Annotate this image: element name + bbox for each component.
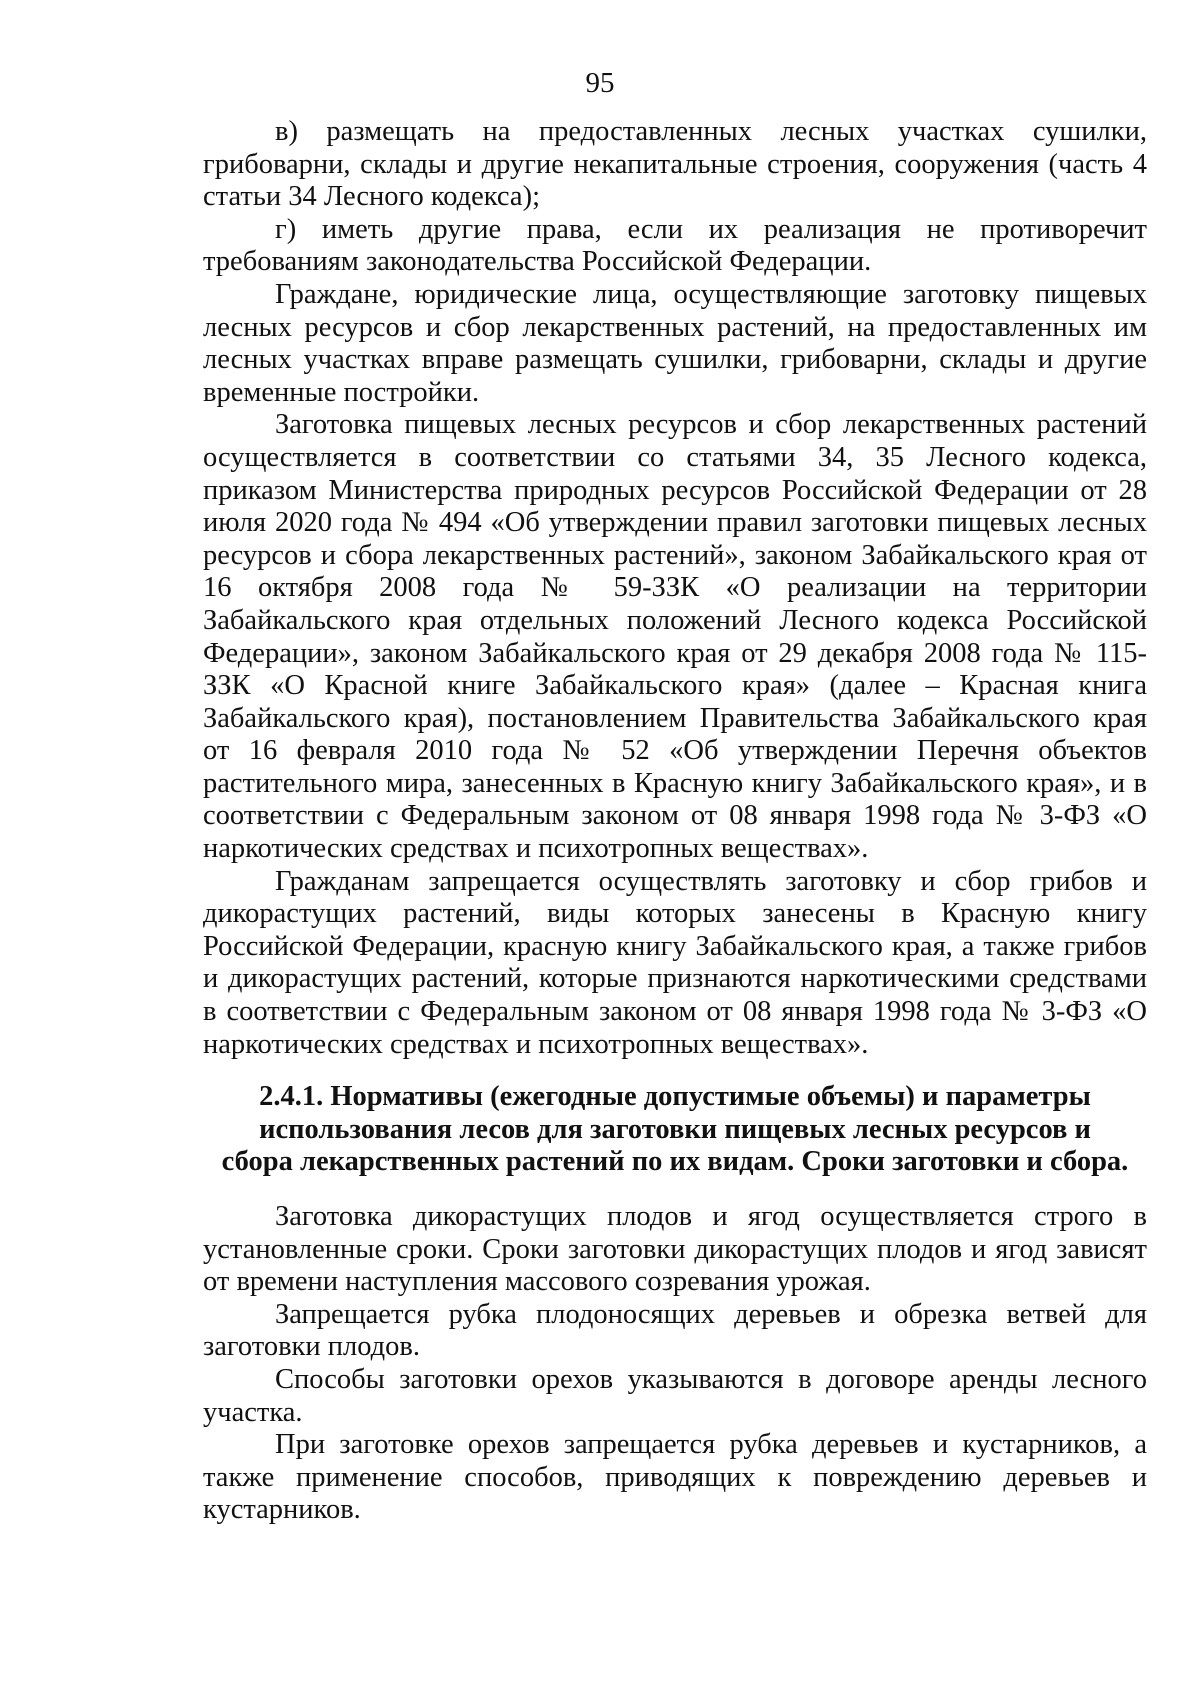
paragraph-nut-methods: Способы заготовки орехов указываются в договоре аренды лесного участка. (203, 1363, 1147, 1428)
page-content (203, 116, 1147, 1527)
paragraph-harvest-timing: Заготовка дикорастущих плодов и ягод осуществляется строго в установленные сроки. Сроки заготовки дикорастущих плодов и ягод зависят от времени наступления массового созревания урожая. (203, 1201, 1147, 1298)
paragraph-prohibitions: Гражданам запрещается осуществлять заготовку и сбор грибов и дикорастущих растений, виды которых занесены в Красную книгу Российской Федерации, красную книгу Забайкальского края, а также грибов и дикорастущих растений, которые признаются наркотическими средствами в соответствии с Федеральным законом от 08 января 1998 года № 3-ФЗ «О наркотических средствах и психотропных веществах». (203, 865, 1147, 1060)
paragraph-legal-basis: Заготовка пищевых лесных ресурсов и сбор лекарственных растений осуществляется в соответствии со статьями 34, 35 Лесного кодекса, приказом Министерства природных ресурсов Российской Федерации от 28 июля 2020 года № 494 «Об утверждении правил заготовки пищевых лесных ресурсов и сбора лекарственных растений», законом Забайкальского края от 16 октября 2008 года № 59-ЗЗК «О реализации на территории Забайкальского края отдельных положений Лесного кодекса Российской Федерации», законом Забайкальского края от 29 декабря 2008 года № 115-ЗЗК «О Красной книге Забайкальского края» (далее – Красная книга Забайкальского края), постановлением Правительства Забайкальского края от 16 февраля 2010 года № 52 «Об утверждении Перечня объектов растительного мира, занесенных в Красную книгу Забайкальского края», и в соответствии с Федеральным законом от 08 января 1998 года № 3-ФЗ «О наркотических средствах и психотропных веществах». (203, 409, 1147, 865)
paragraph-item-g: г) иметь другие права, если их реализация не противоречит требованиям законодательства Российской Федерации. (203, 213, 1147, 278)
section-heading: 2.4.1. Нормативы (ежегодные допустимые объемы) и параметры использования лесов для заготовки пищевых лесных ресурсов и сбора лекарственных растений по их видам. Сроки заготовки и сбора. (221, 1081, 1129, 1178)
paragraph-temporary-buildings: Граждане, юридические лица, осуществляющие заготовку пищевых лесных ресурсов и сбор лекарственных растений, на предоставленных им лесных участках вправе размещать сушилки, грибоварни, склады и другие временные постройки. (203, 278, 1147, 408)
page-number: 95 (585, 67, 615, 99)
paragraph-item-v: в) размещать на предоставленных лесных участках сушилки, грибоварни, склады и другие некапитальные строения, сооружения (часть 4 статьи 34 Лесного кодекса); (203, 116, 1147, 213)
paragraph-cutting-ban: Запрещается рубка плодоносящих деревьев и обрезка ветвей для заготовки плодов. (203, 1298, 1147, 1363)
paragraph-nut-restrictions: При заготовке орехов запрещается рубка деревьев и кустарников, а также применение способов, приводящих к повреждению деревьев и кустарников. (203, 1429, 1147, 1526)
